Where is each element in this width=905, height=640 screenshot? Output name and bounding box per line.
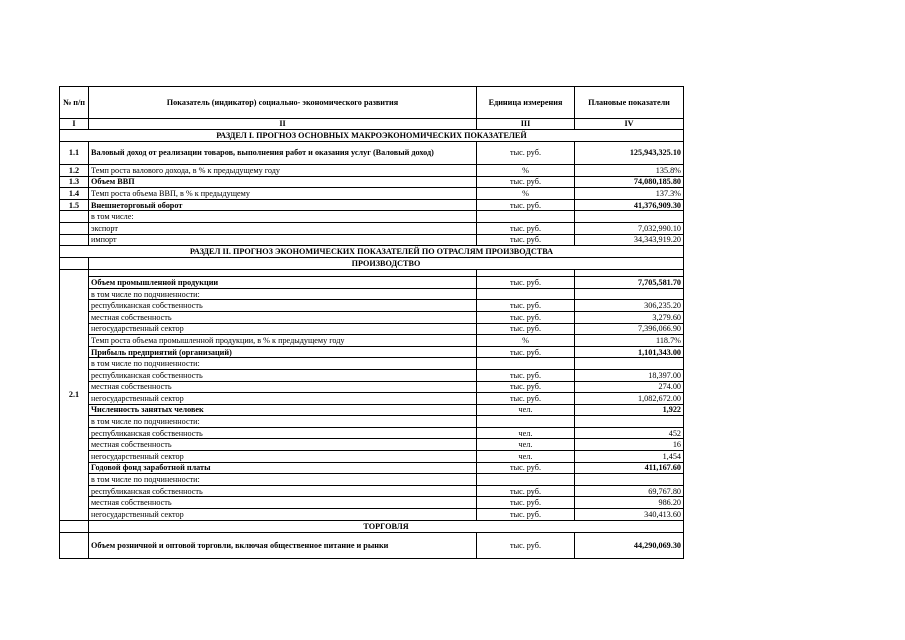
- header-unit: Единица измерения: [477, 87, 575, 119]
- row-indicator: негосударственный сектор: [89, 509, 477, 521]
- row-value: [575, 416, 684, 428]
- row-indicator: в том числе по подчиненности:: [89, 358, 477, 370]
- row-unit: [477, 211, 575, 223]
- row-number: [60, 234, 89, 246]
- row-value: 411,167.60: [575, 462, 684, 474]
- row-unit: [477, 358, 575, 370]
- row-indicator: в том числе по подчиненности:: [89, 288, 477, 300]
- table-row: [60, 509, 684, 521]
- row-unit: тыс. руб.: [477, 381, 575, 393]
- row-number-blank: [60, 532, 89, 558]
- table-row: [60, 311, 684, 323]
- row-unit: тыс. руб.: [477, 199, 575, 211]
- row-value: 69,767.80: [575, 485, 684, 497]
- row-indicator: Численность занятых человек: [89, 404, 477, 416]
- table-row: [60, 300, 684, 312]
- header-row: [60, 87, 684, 119]
- table-row: [60, 211, 684, 223]
- table-row: [60, 288, 684, 300]
- row-value: 1,082,672.00: [575, 393, 684, 405]
- roman-row: [60, 119, 684, 130]
- row-number: [60, 222, 89, 234]
- row-indicator: Внешнеторговый оборот: [89, 199, 477, 211]
- section1-title-row: [60, 130, 684, 142]
- row-value: 41,376,909.30: [575, 199, 684, 211]
- trade-title-row: [60, 520, 684, 532]
- row-value: [575, 358, 684, 370]
- row-indicator: Объем ВВП: [89, 176, 477, 188]
- row-unit: тыс. руб.: [477, 485, 575, 497]
- row-unit: тыс. руб.: [477, 497, 575, 509]
- row-indicator: экспорт: [89, 222, 477, 234]
- group-number: 2.1: [60, 270, 89, 520]
- header-plan: Плановые показатели: [575, 87, 684, 119]
- row-unit: [477, 416, 575, 428]
- row-unit: [477, 270, 575, 277]
- table-row: [60, 497, 684, 509]
- production-title-blank: [60, 258, 89, 270]
- row-value: 18,397.00: [575, 369, 684, 381]
- row-indicator: импорт: [89, 234, 477, 246]
- row-value: 986.20: [575, 497, 684, 509]
- row-indicator: негосударственный сектор: [89, 393, 477, 405]
- row-unit: [477, 474, 575, 486]
- row-value: 1,454: [575, 451, 684, 463]
- trade-title: ТОРГОВЛЯ: [89, 520, 684, 532]
- row-unit: тыс. руб.: [477, 393, 575, 405]
- row-unit: тыс. руб.: [477, 234, 575, 246]
- row-value: 118.7%: [575, 335, 684, 347]
- row-value: [575, 474, 684, 486]
- row-indicator: Объем розничной и оптовой торговли, включая общественное питание и рынки: [89, 532, 477, 558]
- table-row: [60, 188, 684, 200]
- row-value: [575, 288, 684, 300]
- row-indicator: в том числе по подчиненности:: [89, 474, 477, 486]
- table-row: [60, 222, 684, 234]
- table-row: [60, 335, 684, 347]
- row-value: 1,101,343.00: [575, 346, 684, 358]
- row-unit: тыс. руб.: [477, 300, 575, 312]
- row-indicator: Валовый доход от реализации товаров, выполнения работ и оказания услуг (Валовый доход): [89, 142, 477, 165]
- table-row: [60, 270, 684, 277]
- row-number: 1.5: [60, 199, 89, 211]
- row-indicator: местная собственность: [89, 439, 477, 451]
- row-value: 306,235.20: [575, 300, 684, 312]
- row-indicator: республиканская собственность: [89, 427, 477, 439]
- row-number: 1.3: [60, 176, 89, 188]
- row-unit: тыс. руб.: [477, 311, 575, 323]
- production-title: ПРОИЗВОДСТВО: [89, 258, 684, 270]
- row-indicator: в том числе:: [89, 211, 477, 223]
- row-unit: чел.: [477, 451, 575, 463]
- table-row: [60, 439, 684, 451]
- table-row: [60, 358, 684, 370]
- row-value: 452: [575, 427, 684, 439]
- row-value: 44,290,069.30: [575, 532, 684, 558]
- table-row: [60, 416, 684, 428]
- table-row: [60, 234, 684, 246]
- row-unit: %: [477, 188, 575, 200]
- section2-title: РАЗДЕЛ II. ПРОГНОЗ ЭКОНОМИЧЕСКИХ ПОКАЗАТЕЛЕЙ ПО ОТРАСЛЯМ ПРОИЗВОДСТВА: [60, 246, 684, 258]
- row-unit: [477, 288, 575, 300]
- forecast-table-body: [60, 87, 684, 559]
- row-indicator: местная собственность: [89, 311, 477, 323]
- row-indicator: местная собственность: [89, 497, 477, 509]
- row-indicator: [89, 270, 477, 277]
- row-unit: тыс. руб.: [477, 323, 575, 335]
- row-unit: тыс. руб.: [477, 346, 575, 358]
- table-row: [60, 369, 684, 381]
- row-indicator: в том числе по подчиненности:: [89, 416, 477, 428]
- row-indicator: местная собственность: [89, 381, 477, 393]
- row-unit: тыс. руб.: [477, 509, 575, 521]
- table-row: [60, 199, 684, 211]
- table-row: [60, 142, 684, 165]
- row-indicator: Темп роста валового дохода, в % к предыдущему году: [89, 165, 477, 177]
- section1-title: РАЗДЕЛ I. ПРОГНОЗ ОСНОВНЫХ МАКРОЭКОНОМИЧЕСКИХ ПОКАЗАТЕЛЕЙ: [60, 130, 684, 142]
- row-indicator: республиканская собственность: [89, 485, 477, 497]
- table-row: [60, 462, 684, 474]
- row-number: [60, 211, 89, 223]
- row-value: 340,413.60: [575, 509, 684, 521]
- table-row: [60, 451, 684, 463]
- table-row: [60, 404, 684, 416]
- row-value: 7,032,990.10: [575, 222, 684, 234]
- row-unit: тыс. руб.: [477, 369, 575, 381]
- row-indicator: республиканская собственность: [89, 369, 477, 381]
- roman-2: II: [89, 119, 477, 130]
- row-value: 34,343,919.20: [575, 234, 684, 246]
- row-value: [575, 211, 684, 223]
- row-value: 7,396,066.90: [575, 323, 684, 335]
- row-value: 7,705,581.70: [575, 277, 684, 289]
- row-unit: тыс. руб.: [477, 142, 575, 165]
- row-unit: чел.: [477, 427, 575, 439]
- row-unit: тыс. руб.: [477, 222, 575, 234]
- header-indicator: Показатель (индикатор) социально- экономического развития: [89, 87, 477, 119]
- row-value: 74,080,185.80: [575, 176, 684, 188]
- header-num: № п/п: [60, 87, 89, 119]
- roman-3: III: [477, 119, 575, 130]
- table-row: [60, 474, 684, 486]
- row-value: 274.00: [575, 381, 684, 393]
- row-indicator: Годовой фонд заработной платы: [89, 462, 477, 474]
- row-unit: тыс. руб.: [477, 176, 575, 188]
- table-row: [60, 323, 684, 335]
- row-value: [575, 270, 684, 277]
- row-unit: тыс. руб.: [477, 462, 575, 474]
- table-row: [60, 381, 684, 393]
- table-row: [60, 485, 684, 497]
- row-value: 135.8%: [575, 165, 684, 177]
- table-row: [60, 532, 684, 558]
- row-indicator: Темп роста объема ВВП, в % к предыдущему: [89, 188, 477, 200]
- row-indicator: Объем промышленной продукции: [89, 277, 477, 289]
- row-unit: тыс. руб.: [477, 532, 575, 558]
- row-unit: %: [477, 335, 575, 347]
- row-unit: %: [477, 165, 575, 177]
- row-value: 16: [575, 439, 684, 451]
- row-number: 1.2: [60, 165, 89, 177]
- table-row: [60, 277, 684, 289]
- row-indicator: Прибыль предприятий (организаций): [89, 346, 477, 358]
- table-row: [60, 165, 684, 177]
- row-value: 3,279.60: [575, 311, 684, 323]
- section2-title-row: [60, 246, 684, 258]
- production-title-row: [60, 258, 684, 270]
- trade-title-blank: [60, 520, 89, 532]
- row-indicator: Темп роста объема промышленной продукции, в % к предыдущему году: [89, 335, 477, 347]
- row-unit: чел.: [477, 439, 575, 451]
- row-value: 125,943,325.10: [575, 142, 684, 165]
- row-number: 1.1: [60, 142, 89, 165]
- row-unit: чел.: [477, 404, 575, 416]
- row-value: 137.3%: [575, 188, 684, 200]
- row-number: 1.4: [60, 188, 89, 200]
- roman-4: IV: [575, 119, 684, 130]
- forecast-table: [59, 86, 684, 559]
- table-row: [60, 176, 684, 188]
- row-unit: тыс. руб.: [477, 277, 575, 289]
- row-indicator: негосударственный сектор: [89, 323, 477, 335]
- table-row: [60, 393, 684, 405]
- table-row: [60, 427, 684, 439]
- roman-1: I: [60, 119, 89, 130]
- row-value: 1,922: [575, 404, 684, 416]
- table-row: [60, 346, 684, 358]
- row-indicator: республиканская собственность: [89, 300, 477, 312]
- row-indicator: негосударственный сектор: [89, 451, 477, 463]
